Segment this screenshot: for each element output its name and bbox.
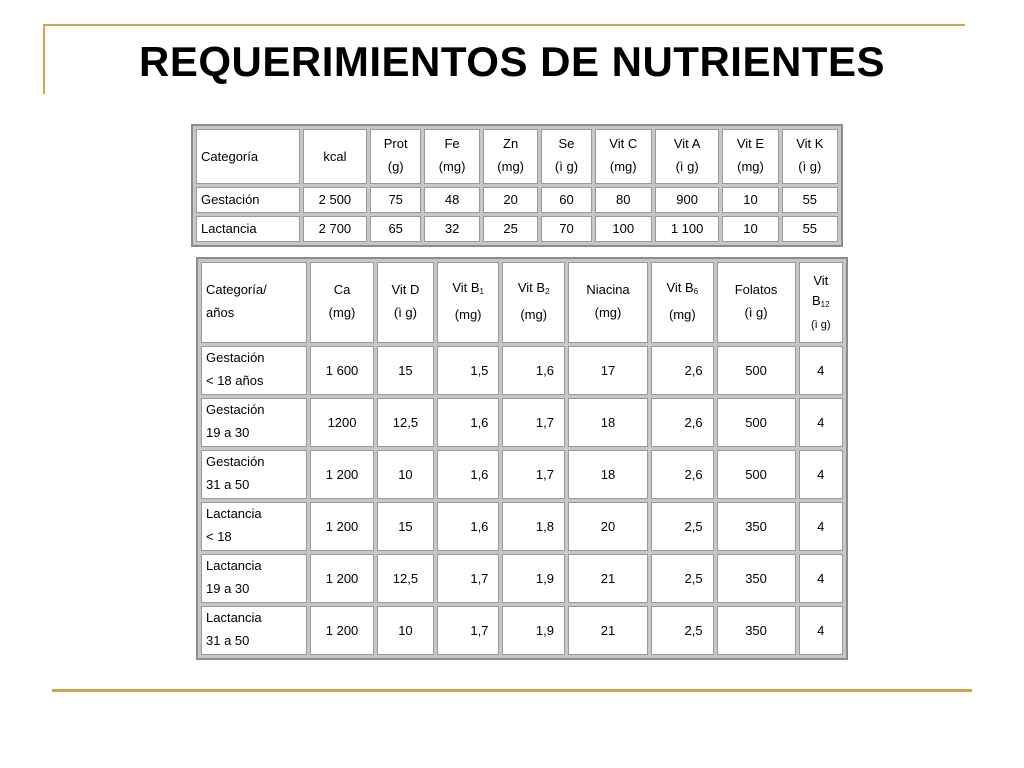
table-cell: 10 (377, 606, 434, 655)
table-cell: 4 (799, 502, 843, 551)
table-cell: 15 (377, 502, 434, 551)
table-cell: 4 (799, 346, 843, 395)
header-cell: Prot (g) (370, 129, 421, 184)
table-cell: 17 (568, 346, 648, 395)
table-cell: Lactancia 19 a 30 (201, 554, 307, 603)
table-cell: 48 (424, 187, 480, 213)
table-cell: 10 (377, 450, 434, 499)
table-header-row (196, 129, 838, 184)
table-cell: 18 (568, 398, 648, 447)
table-row (201, 398, 843, 447)
table-row (201, 346, 843, 395)
header-cell: Vit $B_2$ (mg) (502, 262, 565, 343)
table-cell: 4 (799, 450, 843, 499)
header-cell: Zn (mg) (483, 129, 539, 184)
table-cell: 1,6 (502, 346, 565, 395)
table-cell: 80 (595, 187, 652, 213)
table-cell: 900 (655, 187, 719, 213)
table-cell: 25 (483, 216, 539, 242)
table-cell: 1 200 (310, 554, 374, 603)
header-cell: Fe (mg) (424, 129, 480, 184)
page-title: REQUERIMIENTOS DE NUTRIENTES (139, 38, 885, 85)
table-cell: 4 (799, 606, 843, 655)
table-cell: 4 (799, 554, 843, 603)
table-cell: 2,5 (651, 554, 714, 603)
table-cell: 500 (717, 450, 796, 499)
table-cell: 1,8 (502, 502, 565, 551)
table-cell: 2,6 (651, 450, 714, 499)
table-cell: 60 (541, 187, 591, 213)
table-cell: 1,5 (437, 346, 500, 395)
table-cell: 1,6 (437, 450, 500, 499)
header-cell: Vit K (ì g) (782, 129, 838, 184)
header-cell: Vit A (ì g) (655, 129, 719, 184)
table-cell: 12,5 (377, 398, 434, 447)
bottom-accent-line (52, 689, 972, 692)
table-cell: 1 200 (310, 502, 374, 551)
table-cell: 1 100 (655, 216, 719, 242)
table-cell: 70 (541, 216, 591, 242)
table-cell: 1,9 (502, 554, 565, 603)
table-header-row (201, 262, 843, 343)
table-cell: 1 200 (310, 450, 374, 499)
table-cell: 15 (377, 346, 434, 395)
header-cell: Niacina (mg) (568, 262, 648, 343)
table-cell: 1,7 (437, 554, 500, 603)
header-cell: Ca (mg) (310, 262, 374, 343)
header-cell: Categoría/ años (201, 262, 307, 343)
energy-protein-minerals-table (191, 124, 843, 247)
header-cell: Vit E (mg) (722, 129, 778, 184)
table-row (201, 502, 843, 551)
table-cell: 4 (799, 398, 843, 447)
header-cell: Categoría (196, 129, 300, 184)
table-cell: 18 (568, 450, 648, 499)
table-row (201, 606, 843, 655)
header-cell: Se (ì g) (541, 129, 591, 184)
top-accent-line (43, 24, 965, 26)
table-cell: 65 (370, 216, 421, 242)
header-cell: kcal (303, 129, 367, 184)
table-cell: 21 (568, 554, 648, 603)
table-cell: 500 (717, 398, 796, 447)
header-cell: Vit C (mg) (595, 129, 652, 184)
table-cell: 1200 (310, 398, 374, 447)
table-cell: Lactancia < 18 (201, 502, 307, 551)
table-cell: 20 (483, 187, 539, 213)
table-cell: 1,6 (437, 398, 500, 447)
table-row (201, 450, 843, 499)
header-cell: Vit $B_1$ (mg) (437, 262, 500, 343)
table-cell: 100 (595, 216, 652, 242)
table-cell: Gestación 19 a 30 (201, 398, 307, 447)
table-cell: 1,7 (437, 606, 500, 655)
header-cell: Vit D (ì g) (377, 262, 434, 343)
table-cell: 1,7 (502, 398, 565, 447)
table-cell: 1 600 (310, 346, 374, 395)
table-cell: Lactancia 31 a 50 (201, 606, 307, 655)
table-cell: 2,5 (651, 502, 714, 551)
table-cell: 10 (722, 216, 778, 242)
table-cell: Gestación (196, 187, 300, 213)
table-cell: 12,5 (377, 554, 434, 603)
table-cell: 55 (782, 216, 838, 242)
table-cell: 20 (568, 502, 648, 551)
table-cell: 32 (424, 216, 480, 242)
table-cell: 10 (722, 187, 778, 213)
table-row (196, 187, 838, 213)
table-cell: 1,9 (502, 606, 565, 655)
table-cell: 1,6 (437, 502, 500, 551)
table-cell: 2 700 (303, 216, 367, 242)
table-cell: 55 (782, 187, 838, 213)
table-cell: 350 (717, 502, 796, 551)
header-cell: Vit $B_6$ (mg) (651, 262, 714, 343)
table-cell: 1,7 (502, 450, 565, 499)
table-cell: Lactancia (196, 216, 300, 242)
table-row (196, 216, 838, 242)
table-cell: 2,6 (651, 346, 714, 395)
header-cell: Vit $B_{12}$ (ì g) (799, 262, 843, 343)
table-cell: 2,6 (651, 398, 714, 447)
table-cell: 1 200 (310, 606, 374, 655)
table-cell: 350 (717, 606, 796, 655)
table-cell: 500 (717, 346, 796, 395)
table-cell: 2,5 (651, 606, 714, 655)
table-cell: Gestación 31 a 50 (201, 450, 307, 499)
table-cell: 75 (370, 187, 421, 213)
table-row (201, 554, 843, 603)
header-cell: Folatos (ì g) (717, 262, 796, 343)
table-cell: 350 (717, 554, 796, 603)
table-cell: Gestación < 18 años (201, 346, 307, 395)
table-cell: 21 (568, 606, 648, 655)
calcium-vitamins-table (196, 257, 848, 660)
table-cell: 2 500 (303, 187, 367, 213)
